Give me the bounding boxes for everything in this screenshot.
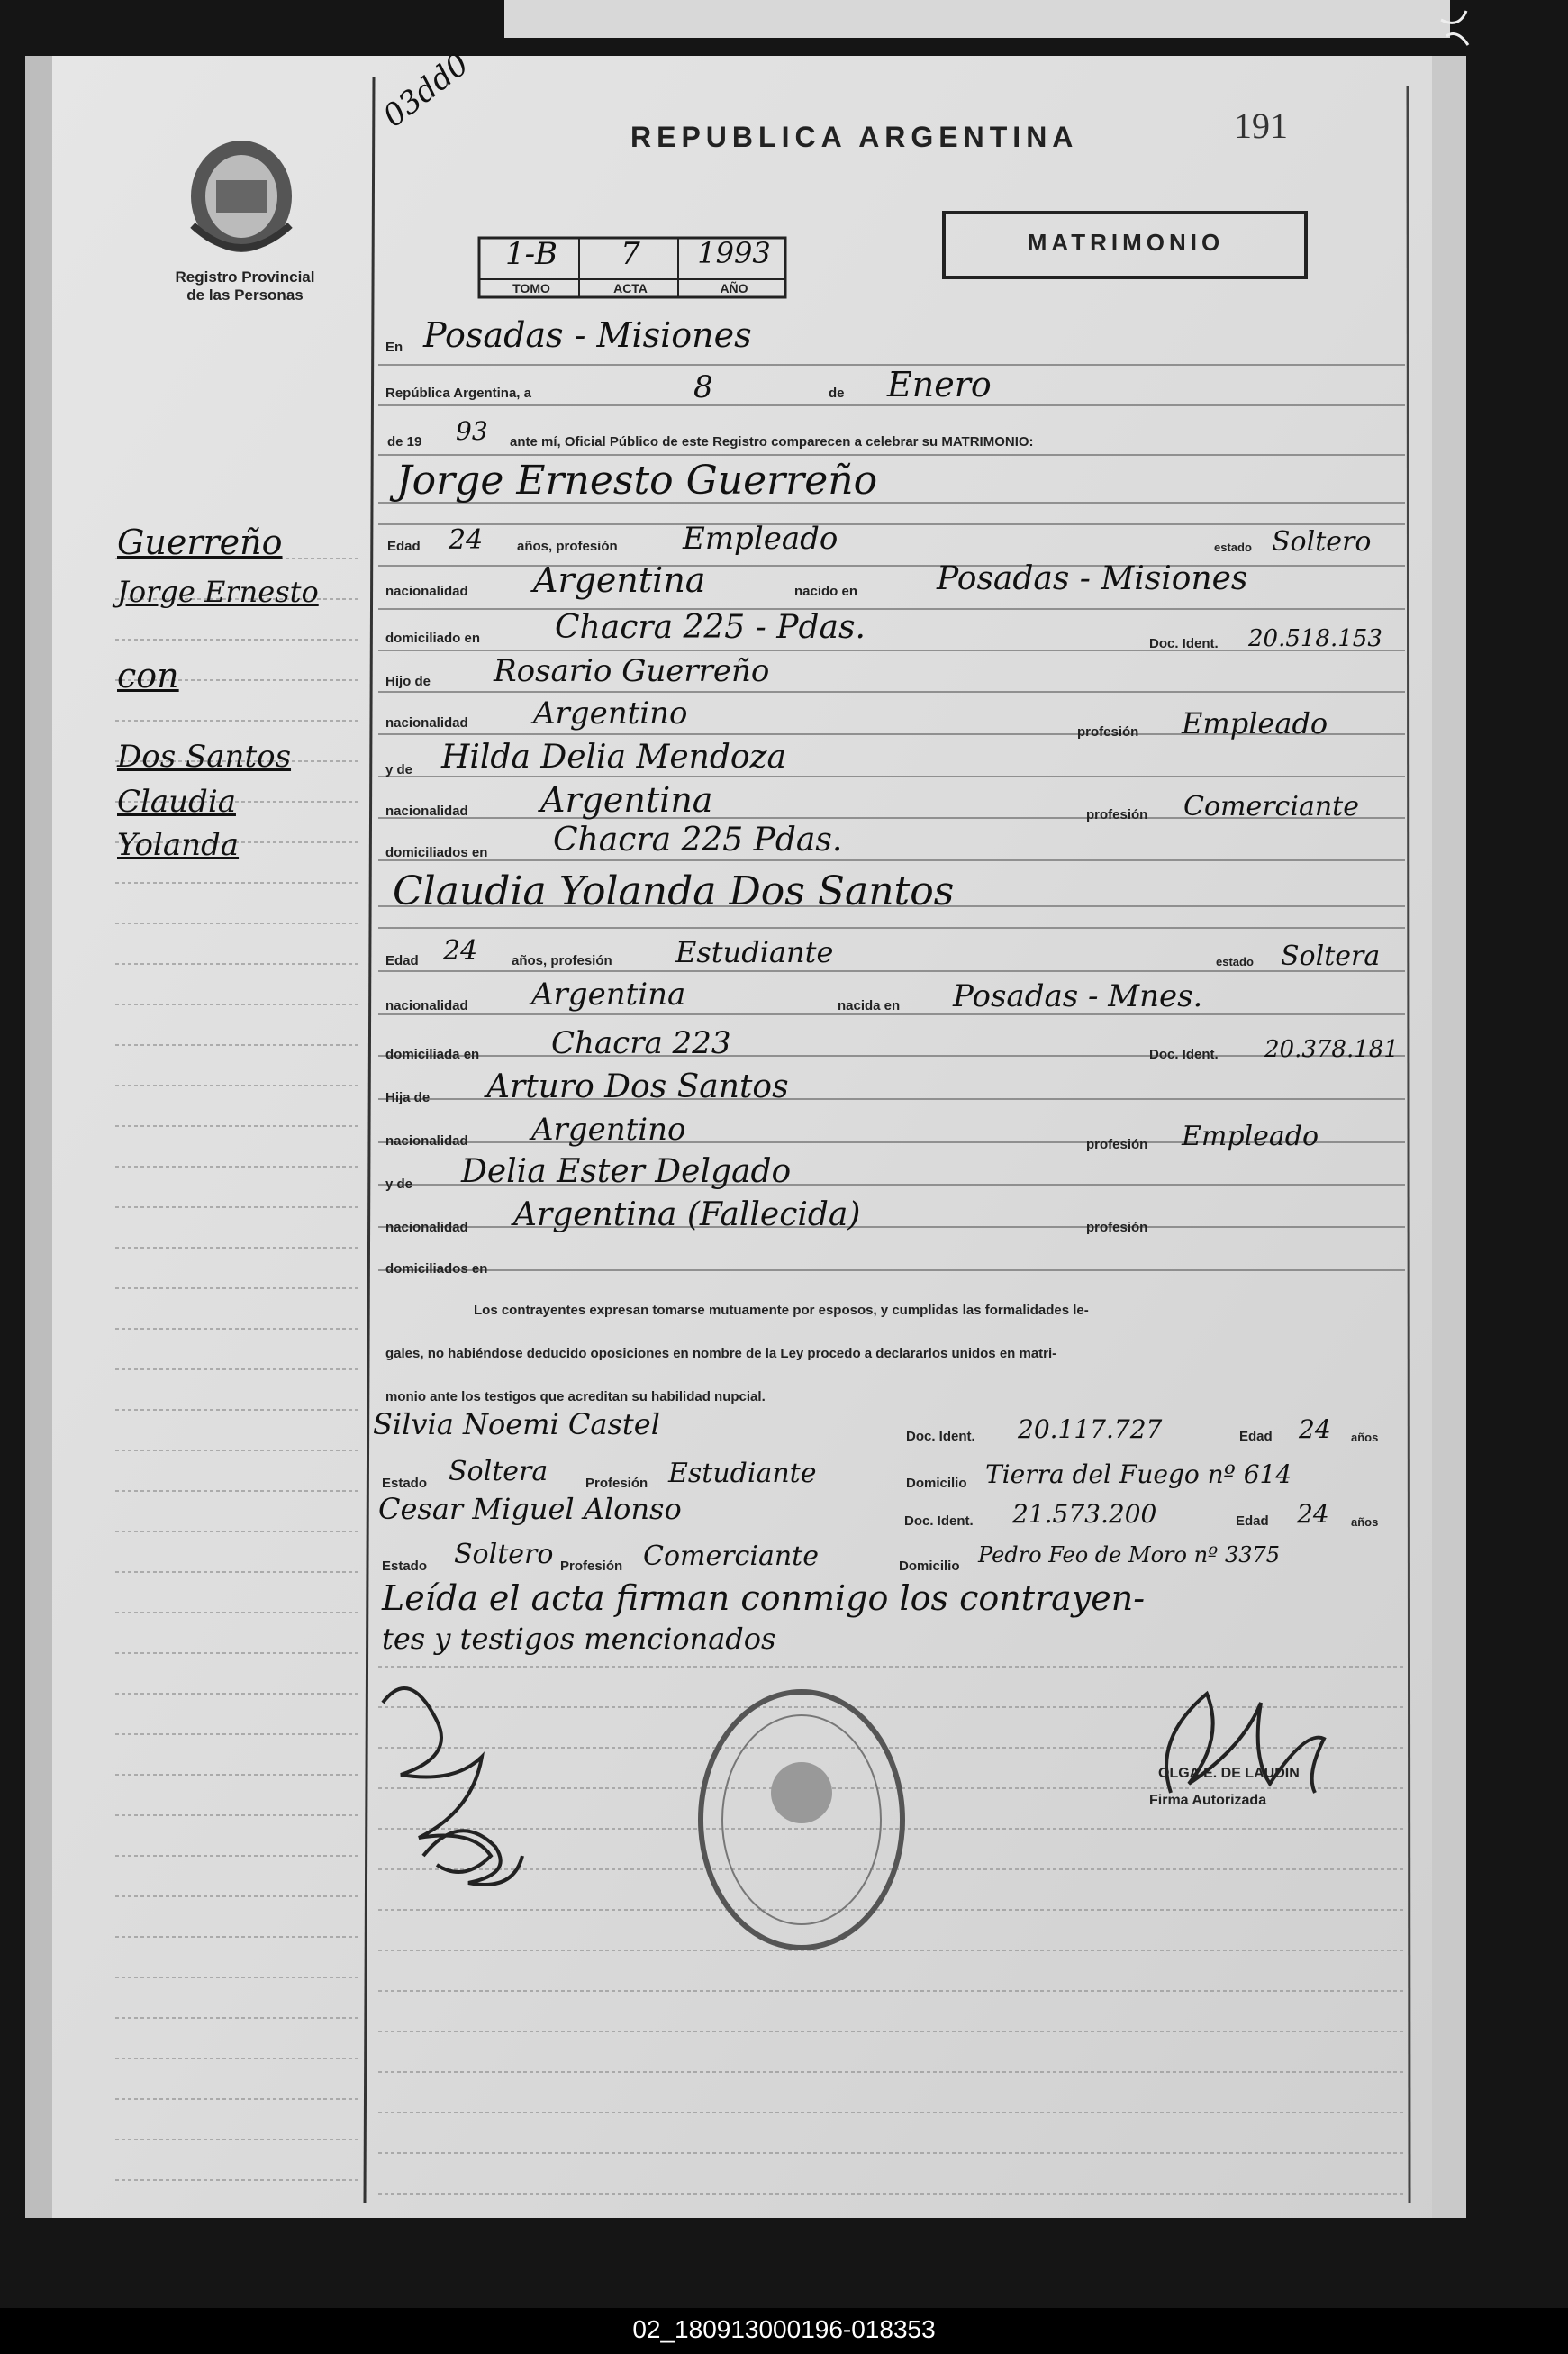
coat-of-arms-icon: [191, 141, 292, 252]
groom-father-prof-label: profesión: [1077, 724, 1139, 740]
witness2-estado-label: Estado: [382, 1559, 428, 1574]
registry-line1: Registro Provincial: [175, 268, 315, 286]
witness2-age: 24: [1297, 1499, 1329, 1529]
groom-father: Rosario Guerreño: [494, 653, 770, 689]
witness1-estado-label: Estado: [382, 1476, 428, 1491]
groom-mother-nationality: Argentina: [540, 780, 713, 820]
bride-estado-label: estado: [1216, 955, 1254, 968]
ano-value: 1993: [697, 236, 771, 270]
witness1-domicilio-label: Domicilio: [906, 1476, 967, 1491]
groom-father-profession: Empleado: [1182, 706, 1328, 741]
witness1-edad-label: Edad: [1239, 1429, 1273, 1444]
bride-father-nationality: Argentino: [531, 1112, 686, 1148]
bride-father-profession: Empleado: [1182, 1121, 1319, 1152]
groom-father-nat-label: nacionalidad: [385, 715, 468, 731]
groom-estado-label: estado: [1214, 541, 1252, 554]
witness2-profesion-label: Profesión: [560, 1559, 623, 1574]
image-caption: 02_180913000196-018353: [632, 2315, 936, 2343]
bride-profession: Estudiante: [675, 935, 834, 969]
witness2-name: Cesar Miguel Alonso: [378, 1492, 682, 1526]
month: Enero: [887, 365, 992, 404]
groom-nationality: Argentina: [533, 560, 706, 600]
groom-edad-label: Edad: [387, 539, 421, 554]
closing-line2: tes y testigos mencionados: [382, 1622, 776, 1656]
bride-domicilio-label: domiciliada en: [385, 1047, 480, 1062]
bride-civil-status: Soltera: [1281, 941, 1381, 972]
bride-mother-nat-label: nacionalidad: [385, 1220, 468, 1235]
margin-line3: con: [117, 656, 179, 695]
bride-nacida-label: nacida en: [838, 998, 901, 1013]
closing-line1: Leída el acta firman conmigo los contrayen-: [382, 1578, 1146, 1618]
margin-line5: Claudia: [117, 784, 236, 820]
groom-address: Chacra 225 - Pdas.: [555, 609, 866, 646]
bride-name: Claudia Yolanda Dos Santos: [393, 868, 955, 914]
witness1-address: Tierra del Fuego nº 614: [985, 1459, 1292, 1489]
tomo-label: TOMO: [512, 281, 550, 295]
groom-age: 24: [449, 524, 484, 556]
witness1-anos-label: años: [1351, 1431, 1379, 1444]
de-label: de: [829, 386, 845, 401]
groom-parents-address: Chacra 225 Pdas.: [553, 822, 843, 859]
groom-mother-profession: Comerciante: [1183, 791, 1359, 823]
officer-name: OLGA E. DE LAUDIN: [1158, 1766, 1300, 1781]
groom-domicilio-label: domiciliado en: [385, 631, 481, 646]
groom-profesion-label: años, profesión: [517, 539, 618, 554]
groom-parents-dom-label: domiciliados en: [385, 845, 488, 860]
groom-nacido-label: nacido en: [794, 584, 858, 599]
country-title: REPUBLICA ARGENTINA: [630, 121, 1079, 153]
witness2-anos-label: años: [1351, 1515, 1379, 1529]
corner-note: 03dd0: [376, 46, 476, 135]
margin-line2: Jorge Ernesto: [117, 575, 319, 609]
bride-doc-id: 20.378.181: [1264, 1036, 1399, 1063]
groom-mother-prof-label: profesión: [1086, 807, 1148, 823]
bride-parents-dom-label: domiciliados en: [385, 1261, 488, 1277]
declaration-line2: gales, no habiéndose deducido oposiciones en nombre de la Ley procedo a declararlos unidos en matri-: [385, 1346, 1057, 1361]
bride-mother-nationality: Argentina (Fallecida): [513, 1196, 861, 1233]
groom-profession: Empleado: [683, 521, 838, 557]
groom-y-de-label: y de: [385, 762, 413, 777]
groom-name: Jorge Ernesto Guerreño: [396, 458, 878, 504]
en-label: En: [385, 340, 403, 355]
margin-line1: Guerreño: [117, 523, 283, 562]
bride-address: Chacra 223: [551, 1025, 731, 1061]
bride-hija-label: Hija de: [385, 1090, 431, 1105]
day: 8: [693, 369, 713, 405]
registry-line2: de las Personas: [186, 286, 304, 304]
groom-doc-label: Doc. Ident.: [1149, 636, 1219, 651]
bride-doc-label: Doc. Ident.: [1149, 1047, 1219, 1062]
witness2-doc-label: Doc. Ident.: [904, 1513, 974, 1529]
acta-label: ACTA: [613, 281, 648, 295]
bride-edad-label: Edad: [385, 953, 419, 968]
witness1-age: 24: [1299, 1414, 1331, 1444]
witness2-address: Pedro Feo de Moro nº 3375: [978, 1542, 1281, 1568]
witness2-edad-label: Edad: [1236, 1513, 1269, 1529]
witness2-profession: Comerciante: [643, 1541, 819, 1572]
margin-line4: Dos Santos: [117, 739, 292, 775]
acta-value: 7: [621, 236, 640, 272]
ano-label: AÑO: [720, 281, 748, 295]
witness1-profession: Estudiante: [668, 1458, 817, 1489]
groom-hijo-label: Hijo de: [385, 674, 431, 689]
intro-text: ante mí, Oficial Público de este Registro comparecen a celebrar su MATRIMONIO:: [510, 434, 1034, 450]
bride-mother-prof-label: profesión: [1086, 1220, 1148, 1235]
groom-mother: Hilda Delia Mendoza: [441, 739, 786, 776]
groom-nacionalidad-label: nacionalidad: [385, 584, 468, 599]
page-edge-top: [504, 0, 1450, 38]
place: Posadas - Misiones: [423, 315, 752, 355]
bride-nacionalidad-label: nacionalidad: [385, 998, 468, 1013]
witness1-name: Silvia Noemi Castel: [373, 1407, 660, 1441]
bride-profesion-label: años, profesión: [512, 953, 612, 968]
record-type: MATRIMONIO: [1027, 229, 1225, 256]
witness1-doc-id: 20.117.727: [1018, 1414, 1163, 1444]
bride-nationality: Argentina: [531, 977, 686, 1013]
republica-label: República Argentina, a: [385, 386, 531, 401]
groom-civil-status: Soltero: [1272, 526, 1372, 558]
witness1-doc-label: Doc. Ident.: [906, 1429, 975, 1444]
witness2-civil-status: Soltero: [454, 1539, 554, 1570]
margin-line6: Yolanda: [117, 827, 240, 863]
witness1-civil-status: Soltera: [449, 1456, 548, 1487]
officer-title: Firma Autorizada: [1149, 1793, 1267, 1808]
bride-birthplace: Posadas - Mnes.: [953, 978, 1203, 1014]
page-number: 191: [1234, 105, 1288, 146]
groom-birthplace: Posadas - Misiones: [937, 560, 1248, 597]
groom-mother-nat-label: nacionalidad: [385, 804, 468, 819]
right-border: [1408, 86, 1409, 2203]
registry-name: [155, 268, 335, 304]
year-prefix-label: de 19: [387, 434, 422, 450]
tomo-value: 1-B: [504, 236, 558, 272]
declaration-line1: Los contrayentes expresan tomarse mutuamente por esposos, y cumplidas las formalidades le-: [474, 1303, 1089, 1318]
witness1-profesion-label: Profesión: [585, 1476, 648, 1491]
bride-age: 24: [443, 935, 478, 967]
witness2-domicilio-label: Domicilio: [899, 1559, 960, 1574]
year-suffix: 93: [456, 416, 488, 446]
book-gutter: [25, 56, 52, 2218]
bride-father-prof-label: profesión: [1086, 1137, 1148, 1152]
bride-father: Arturo Dos Santos: [486, 1068, 789, 1105]
groom-father-nationality: Argentino: [533, 695, 688, 732]
bride-father-nat-label: nacionalidad: [385, 1133, 468, 1149]
groom-doc-id: 20.518.153: [1248, 625, 1382, 652]
witness2-doc-id: 21.573.200: [1012, 1499, 1157, 1529]
bride-y-de-label: y de: [385, 1177, 413, 1192]
declaration-line3: monio ante los testigos que acreditan su habilidad nupcial.: [385, 1389, 766, 1404]
bride-mother: Delia Ester Delgado: [461, 1153, 792, 1190]
page-edge-right: [1432, 56, 1466, 2218]
